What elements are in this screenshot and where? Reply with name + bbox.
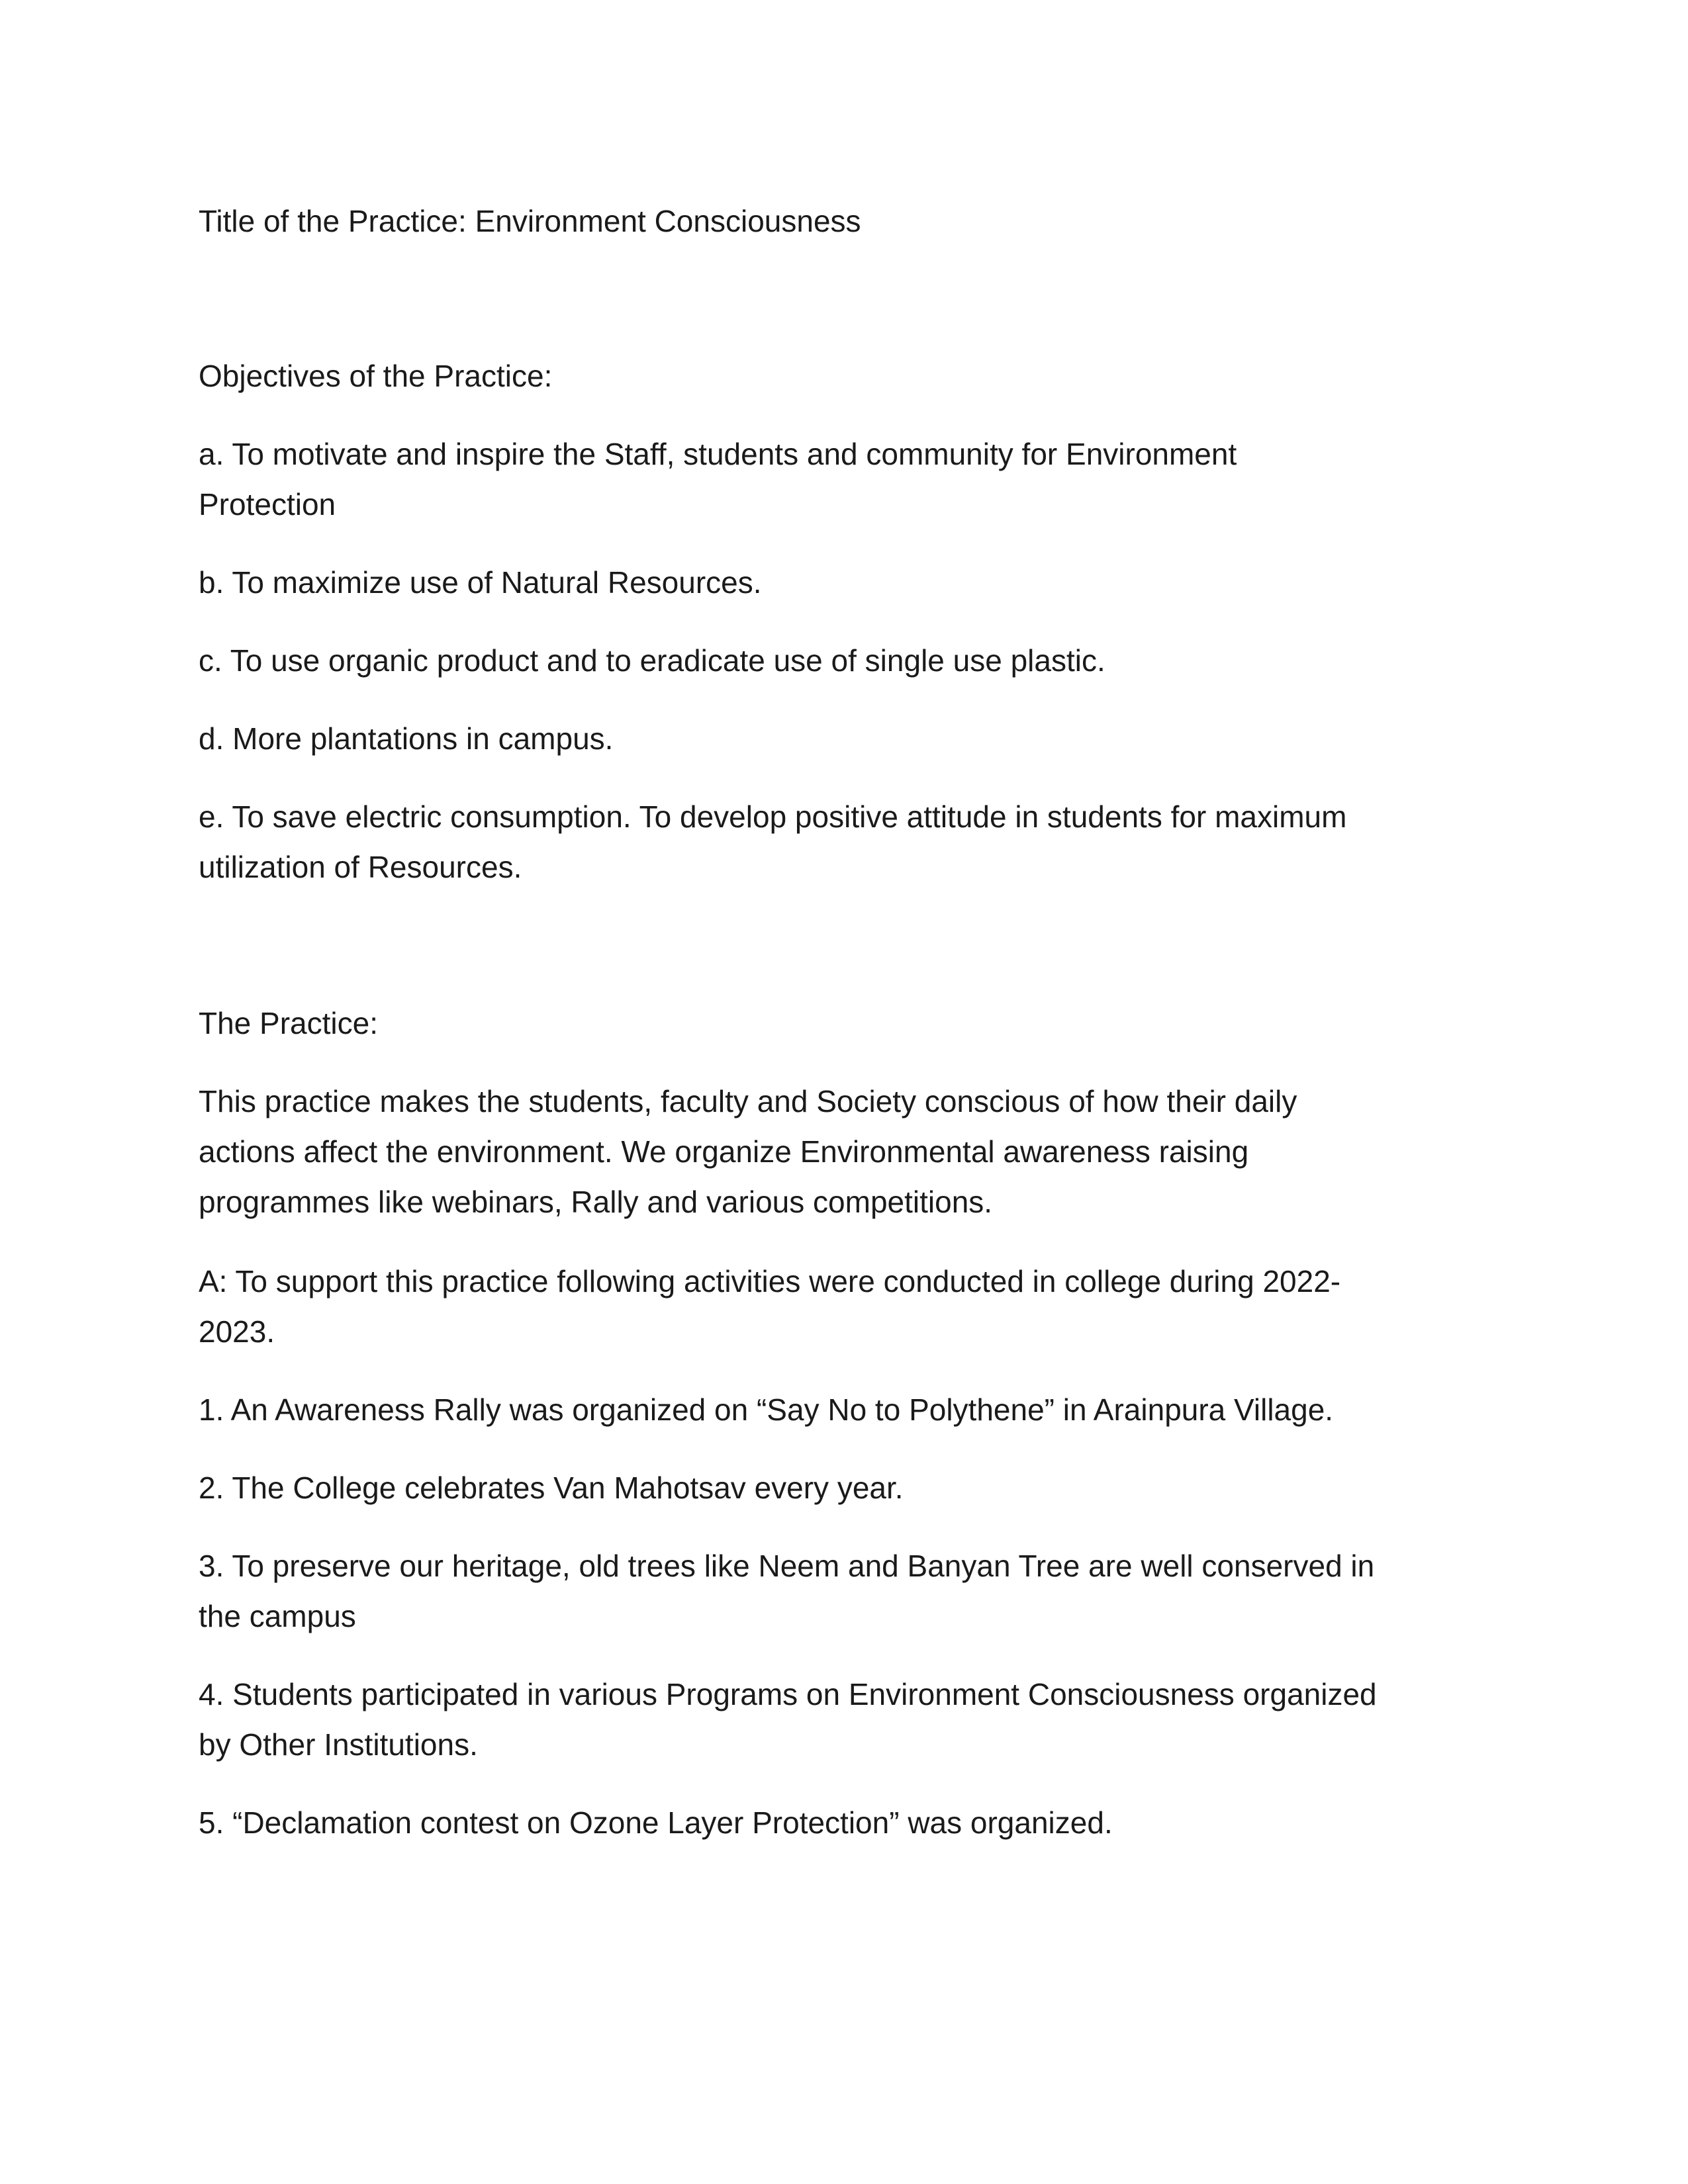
objective-e-line-2: utilization of Resources.	[199, 850, 522, 884]
practice-description	[199, 1076, 1489, 1227]
activities-intro-line-1: A: To support this practice following activities were conducted in college during 2022-	[199, 1264, 1341, 1298]
activity-1	[199, 1385, 1489, 1435]
activity-4	[199, 1669, 1489, 1770]
objective-d	[199, 713, 1489, 764]
activity-4-line-2: by Other Institutions.	[199, 1727, 478, 1762]
activity-4-line-1: 4. Students participated in various Programs on Environment Consciousness organized	[199, 1677, 1377, 1711]
practice-description-line-3: programmes like webinars, Rally and various competitions.	[199, 1185, 993, 1219]
practice-description-line-1: This practice makes the students, faculty and Society conscious of how their daily	[199, 1084, 1297, 1118]
activity-3-line-2: the campus	[199, 1599, 356, 1633]
objective-a	[199, 429, 1489, 529]
activity-2	[199, 1463, 1489, 1513]
objective-a-line-2: Protection	[199, 487, 336, 522]
objective-d-line-1: d. More plantations in campus.	[199, 721, 614, 756]
practice-heading: The Practice:	[199, 1006, 378, 1040]
activity-5	[199, 1797, 1489, 1848]
activity-1-line-1: 1. An Awareness Rally was organized on “Say No to Polythene” in Arainpura Village.	[199, 1392, 1334, 1427]
activity-3-line-1: 3. To preserve our heritage, old trees like Neem and Banyan Tree are well conserved in	[199, 1549, 1375, 1583]
document-page	[199, 0, 1489, 2184]
objective-c-line-1: c. To use organic product and to eradicate use of single use plastic.	[199, 643, 1105, 678]
objective-e	[199, 792, 1489, 892]
objective-e-line-1: e. To save electric consumption. To develop positive attitude in students for maximum	[199, 799, 1347, 834]
activities-intro	[199, 1256, 1489, 1357]
practice-title: Title of the Practice: Environment Consciousness	[199, 204, 861, 238]
activity-3	[199, 1541, 1489, 1641]
practice-description-line-2: actions affect the environment. We organize Environmental awareness raising	[199, 1134, 1249, 1169]
activity-5-line-1: 5. “Declamation contest on Ozone Layer Protection” was organized.	[199, 1805, 1113, 1840]
objective-c	[199, 635, 1489, 686]
objectives-heading: Objectives of the Practice:	[199, 359, 553, 393]
objective-b-line-1: b. To maximize use of Natural Resources.	[199, 565, 762, 600]
activities-intro-line-2: 2023.	[199, 1314, 275, 1349]
objective-b	[199, 557, 1489, 608]
activity-2-line-1: 2. The College celebrates Van Mahotsav every year.	[199, 1471, 904, 1505]
objective-a-line-1: a. To motivate and inspire the Staff, students and community for Environment	[199, 437, 1237, 471]
